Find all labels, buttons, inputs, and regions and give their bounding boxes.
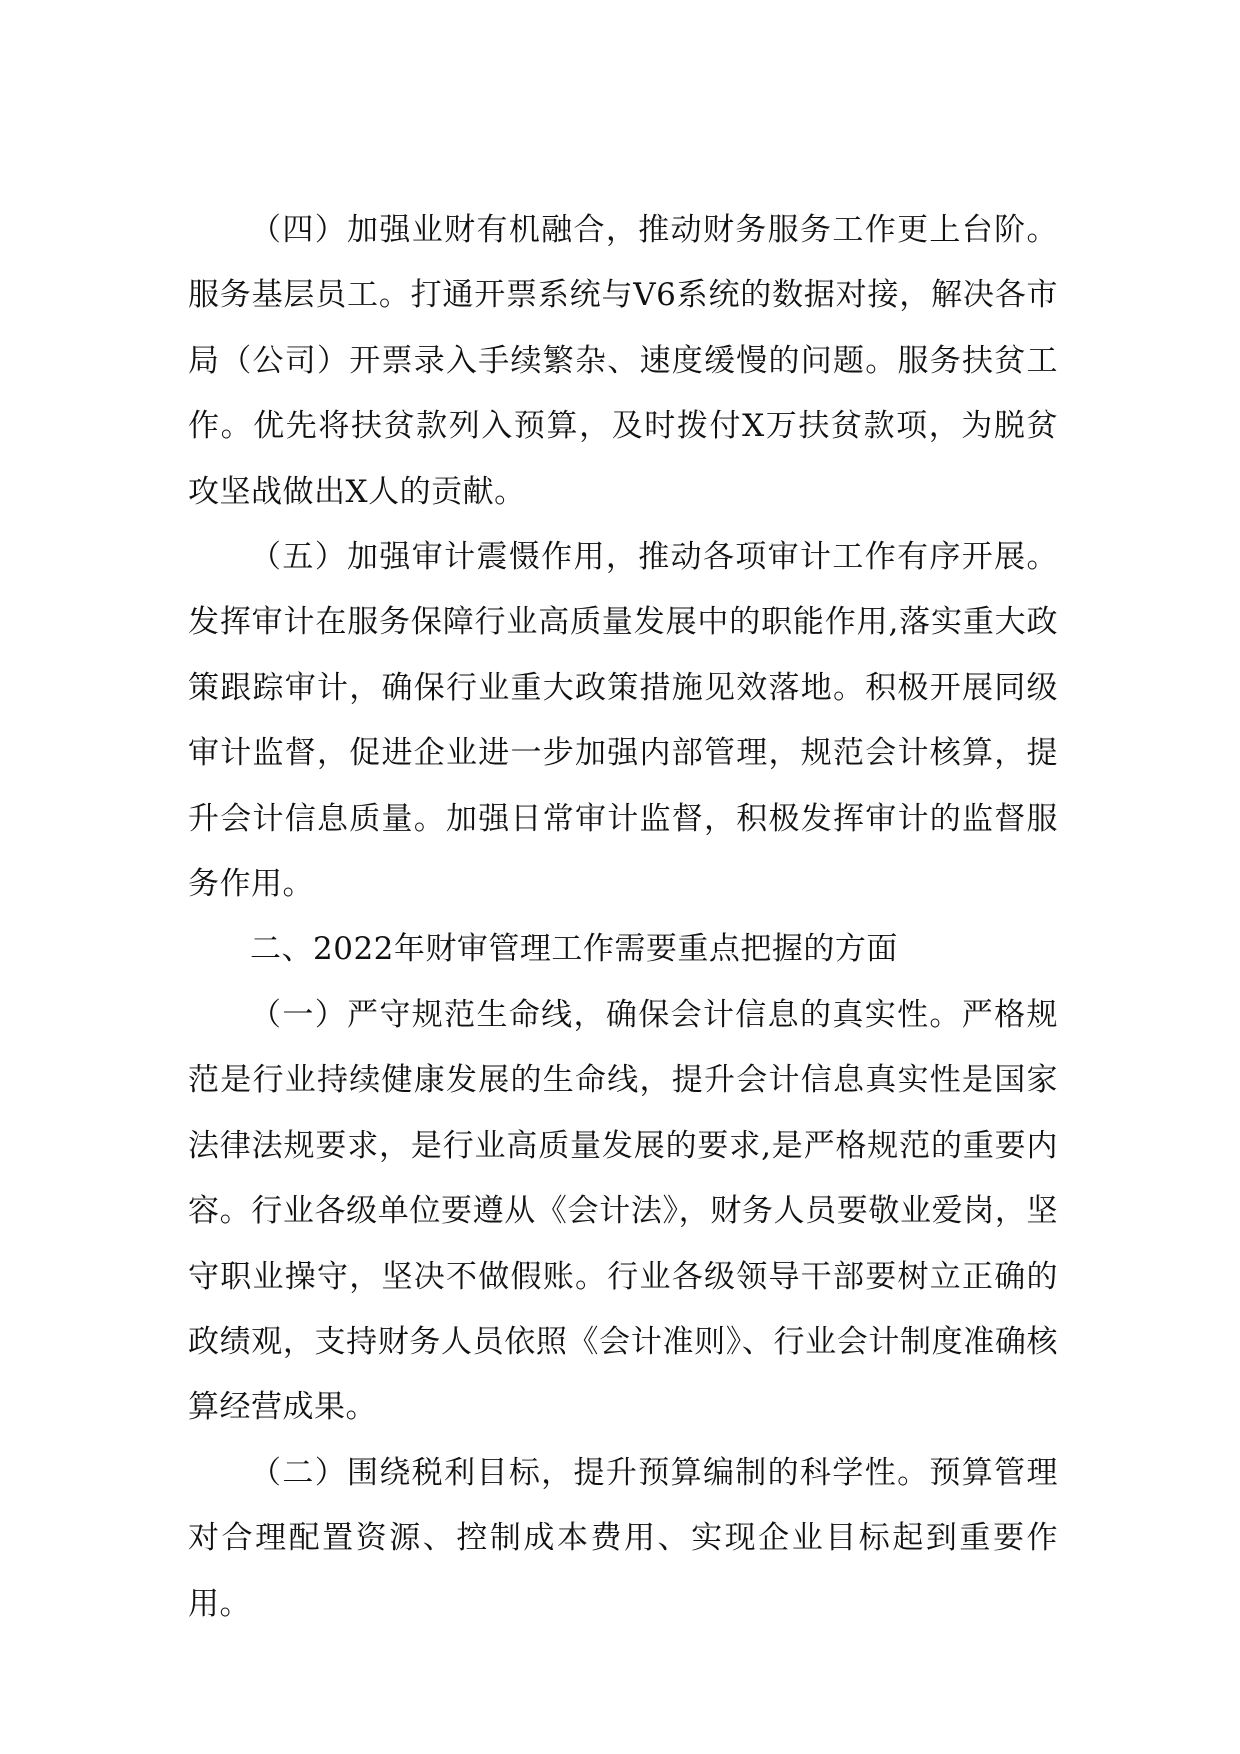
document-body (188, 198, 1058, 1637)
section-heading-2: 二、2022年财审管理工作需要重点把握的方面 (250, 931, 898, 968)
paragraph-subsection-1: （一）严守规范生命线，确保会计信息的真实性。严格规范是行业持续健康发展的生命线，提升会计信息真实性是国家法律法规要求，是行业高质量发展的要求,是严格规范的重要内容。行业各级单位要遵从《会计法》，财务人员要敬业爱岗，坚守职业操守，坚决不做假账。行业各级领导干部要树立正确的政绩观，支持财务人员依照《会计准则》、行业会计制度准确核算经营成果。 (188, 996, 1058, 1426)
paragraph-subsection-2: （二）围绕税利目标，提升预算编制的科学性。预算管理对合理配置资源、控制成本费用、实现企业目标起到重要作用。 (188, 1454, 1058, 1622)
paragraph-section-5: （五）加强审计震慑作用，推动各项审计工作有序开展。发挥审计在服务保障行业高质量发展中的职能作用,落实重大政策跟踪审计，确保行业重大政策措施见效落地。积极开展同级审计监督，促进企业进一步加强内部管理，规范会计核算，提升会计信息质量。加强日常审计监督，积极发挥审计的监督服务作用。 (188, 539, 1058, 903)
paragraph-section-4: （四）加强业财有机融合，推动财务服务工作更上台阶。服务基层员工。打通开票系统与V6系统的数据对接，解决各市局（公司）开票录入手续繁杂、速度缓慢的问题。服务扶贫工作。优先将扶贫款列入预算，及时拨付X万扶贫款项，为脱贫攻坚战做出X人的贡献。 (188, 212, 1058, 510)
